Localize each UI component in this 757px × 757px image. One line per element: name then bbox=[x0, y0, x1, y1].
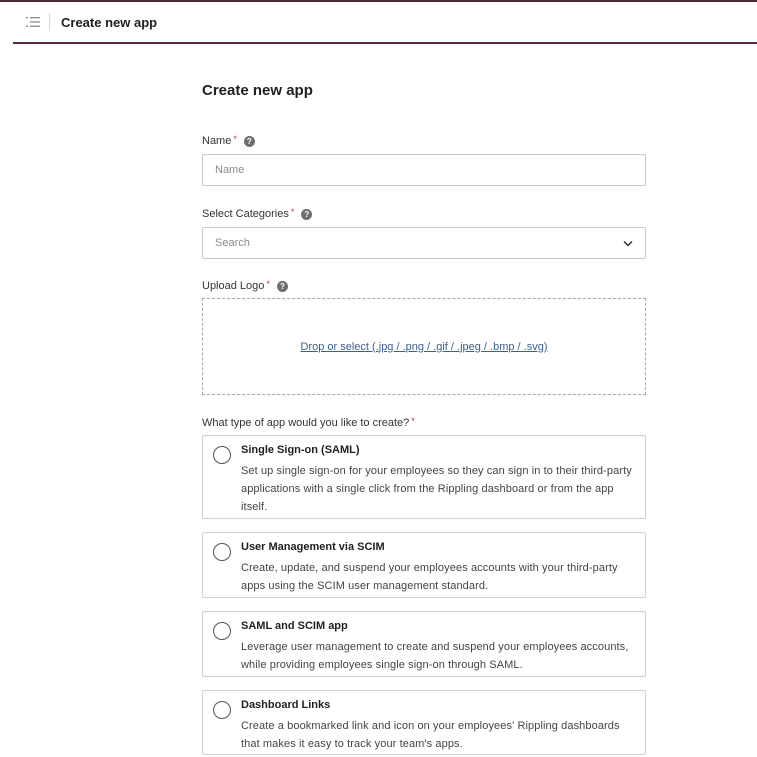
app-type-option-dashboard-links[interactable] bbox=[202, 690, 646, 755]
list-menu-icon[interactable] bbox=[23, 12, 43, 32]
app-type-question-text: What type of app would you like to create? bbox=[202, 417, 410, 429]
logo-label bbox=[202, 280, 288, 292]
header-title: Create new app bbox=[61, 14, 158, 30]
app-type-option-scim[interactable] bbox=[202, 532, 646, 598]
categories-label-text: Select Categories bbox=[202, 208, 289, 220]
radio-button[interactable] bbox=[213, 701, 231, 719]
categories-search-placeholder: Search bbox=[215, 237, 250, 249]
categories-label bbox=[202, 208, 312, 220]
page-title: Create new app bbox=[202, 82, 313, 99]
required-mark: * bbox=[290, 207, 295, 217]
required-mark: * bbox=[233, 134, 237, 144]
option-description: Set up single sign-on for your employees so they can sign in to their third-party applications with a single click from the Rippling dashboard or from the app itself. bbox=[241, 465, 632, 513]
app-type-question bbox=[202, 417, 415, 429]
categories-select[interactable] bbox=[202, 227, 646, 259]
chevron-down-icon bbox=[623, 234, 633, 252]
name-input[interactable] bbox=[202, 154, 646, 186]
help-icon[interactable]: ? bbox=[277, 281, 288, 292]
option-description: Leverage user management to create and suspend your employees accounts, while providing employees single sign-on through SAML. bbox=[241, 641, 629, 671]
logo-upload-link[interactable]: Drop or select (.jpg / .png / .gif / .jpeg / .bmp / .svg) bbox=[300, 340, 548, 353]
help-icon[interactable]: ? bbox=[244, 136, 255, 147]
required-mark: * bbox=[266, 279, 270, 289]
option-title: Dashboard Links bbox=[241, 699, 331, 711]
radio-button[interactable] bbox=[213, 446, 231, 464]
name-label bbox=[202, 135, 255, 147]
option-title: User Management via SCIM bbox=[241, 541, 385, 553]
option-description: Create a bookmarked link and icon on your employees' Rippling dashboards that makes it easy to track your team's apps. bbox=[241, 720, 620, 750]
help-icon[interactable]: ? bbox=[301, 209, 312, 220]
logo-label-text: Upload Logo bbox=[202, 280, 265, 292]
app-type-option-saml-scim[interactable] bbox=[202, 611, 646, 677]
header-divider bbox=[49, 13, 50, 31]
option-title: SAML and SCIM app bbox=[241, 620, 348, 632]
app-header bbox=[13, 2, 757, 44]
radio-button[interactable] bbox=[213, 543, 231, 561]
logo-dropzone[interactable] bbox=[202, 298, 646, 395]
radio-button[interactable] bbox=[213, 622, 231, 640]
option-title: Single Sign-on (SAML) bbox=[241, 444, 360, 456]
name-label-text: Name bbox=[202, 135, 232, 147]
required-mark: * bbox=[411, 416, 415, 426]
app-type-option-saml[interactable] bbox=[202, 435, 646, 519]
option-description: Create, update, and suspend your employees accounts with your third-party apps using the SCIM user management standard. bbox=[241, 562, 618, 592]
